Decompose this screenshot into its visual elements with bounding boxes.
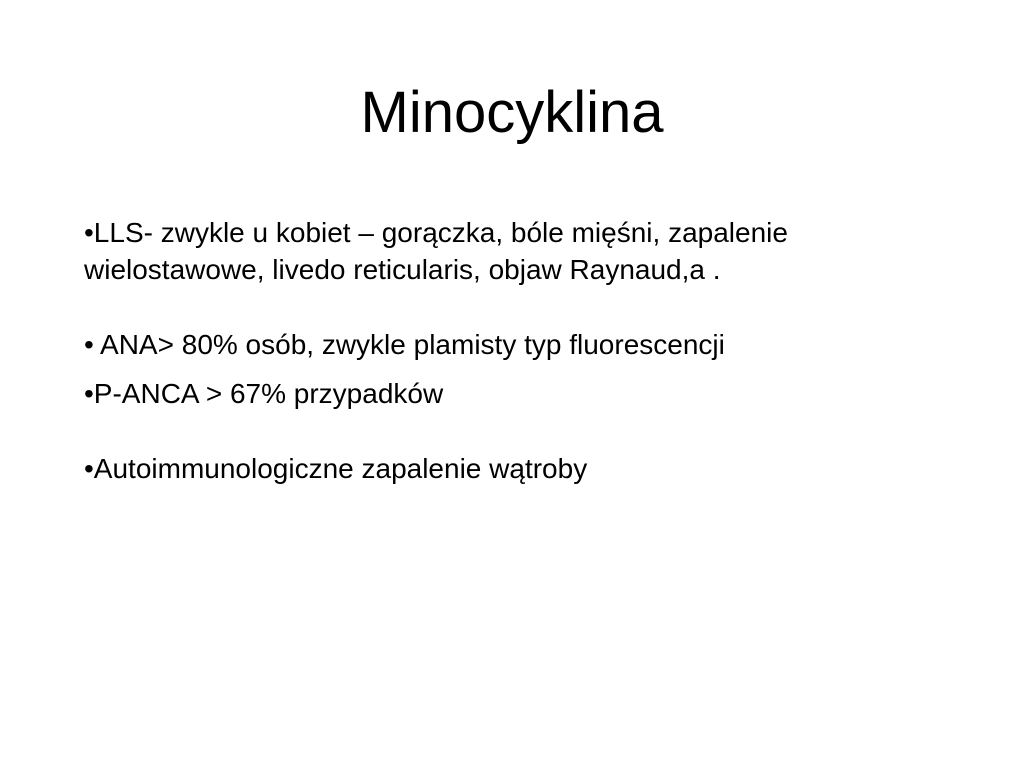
bullet-item-p-anca: •P-ANCA > 67% przypadków (84, 378, 444, 409)
slide-title: Minocyklina (360, 80, 664, 145)
bullet-item-autoimmune-hepatitis: •Autoimmunologiczne zapalenie wątroby (84, 453, 588, 484)
bullet-list (84, 214, 964, 487)
bullet-item-lls: •LLS- zwykle u kobiet – gorączka, bóle mięśni, zapalenie wielostawowe, livedo reticularis, objaw Raynaud,a . (84, 217, 788, 285)
bullet-item-ana: • ANA> 80% osób, zwykle plamisty typ fluorescencji (84, 329, 725, 360)
